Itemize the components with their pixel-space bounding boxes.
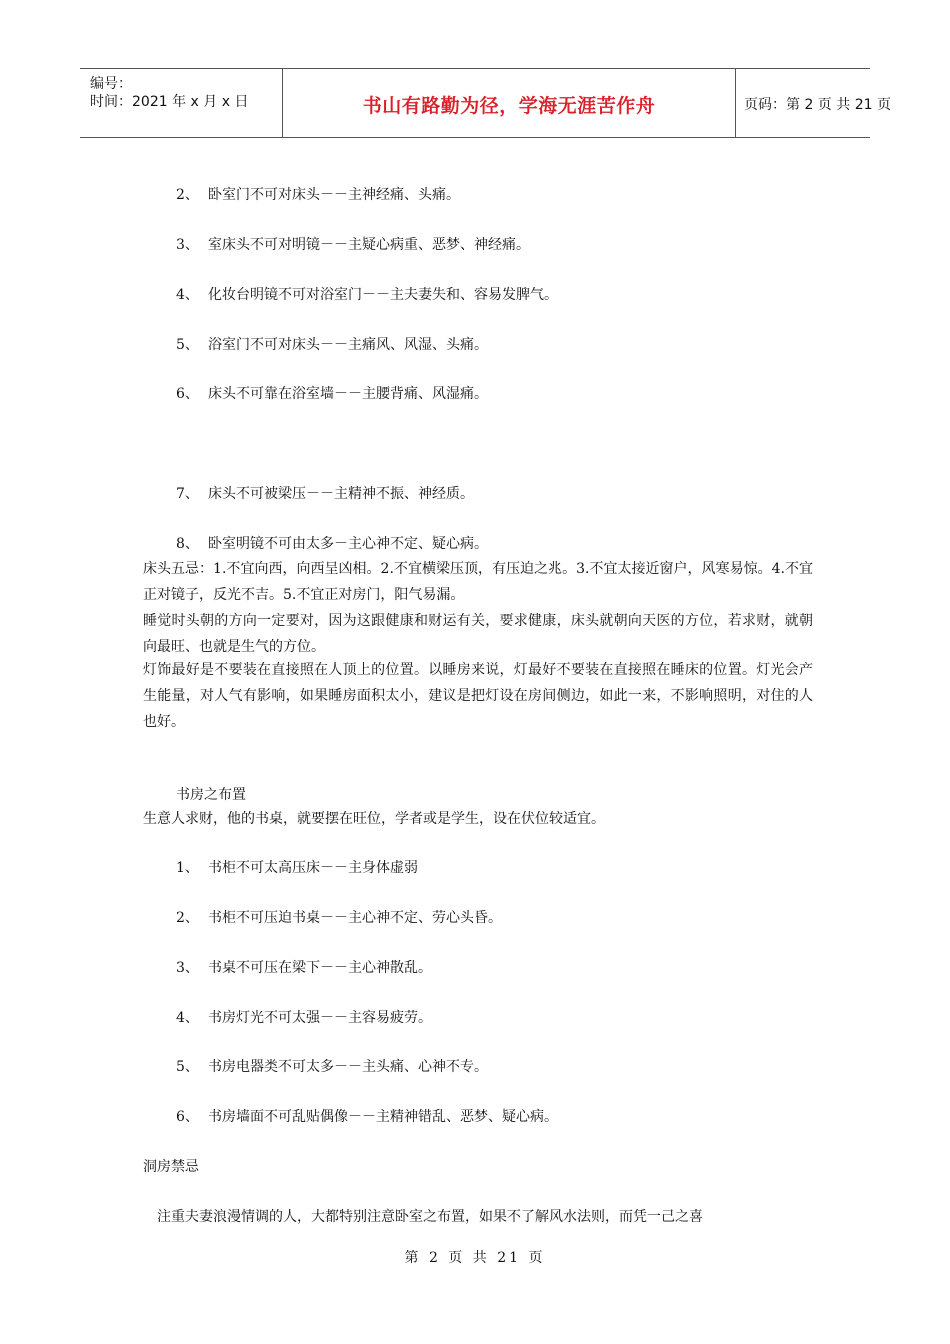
list-text: 书房墙面不可乱贴偶像－－主精神错乱、恶梦、疑心病。 — [208, 1109, 558, 1125]
list-text: 书房电器类不可太多－－主头痛、心神不专。 — [208, 1059, 488, 1075]
header-page-cell — [736, 69, 891, 137]
list-number: 3、 — [176, 237, 199, 253]
list-text: 浴室门不可对床头－－主痛风、风湿、头痛。 — [208, 337, 488, 353]
page-info: 页码：第 2 页 共 21 页 — [744, 97, 891, 113]
list-item — [176, 905, 502, 931]
page-footer: 第 2 页 共 21 页 — [404, 1250, 546, 1266]
list-number: 4、 — [176, 1010, 199, 1026]
list-item — [176, 182, 460, 208]
list-item — [176, 232, 530, 258]
bridal-paragraph: 注重夫妻浪漫情调的人，大都特别注意卧室之布置，如果不了解风水法则，而凭一己之喜 — [157, 1209, 703, 1225]
list-number: 6、 — [176, 386, 199, 402]
list-number: 2、 — [176, 187, 199, 203]
list-item — [176, 955, 432, 981]
list-text: 书桌不可压在梁下－－主心神散乱。 — [208, 960, 432, 976]
section-title-bridal: 洞房禁忌 — [143, 1159, 199, 1175]
header-motto-cell — [282, 69, 736, 137]
list-number: 1、 — [176, 860, 199, 876]
header-table — [80, 68, 891, 138]
list-number: 5、 — [176, 1059, 199, 1075]
list-text: 床头不可靠在浴室墙－－主腰背痛、风湿痛。 — [208, 386, 488, 402]
list-text: 书柜不可太高压床－－主身体虚弱 — [208, 860, 418, 876]
paragraph-sleep-direction: 睡觉时头朝的方向一定要对，因为这跟健康和财运有关，要求健康，床头就朝向天医的方位，若求财，就朝向最旺、也就是生气的方位。 — [143, 613, 813, 655]
serial-label: 编号： — [90, 76, 132, 92]
list-item — [176, 1005, 432, 1031]
list-text: 化妆台明镜不可对浴室门－－主夫妻失和、容易发脾气。 — [208, 287, 558, 303]
list-text: 床头不可被梁压－－主精神不振、神经质。 — [208, 486, 474, 502]
list-number: 6、 — [176, 1109, 199, 1125]
list-number: 4、 — [176, 287, 199, 303]
list-number: 8、 — [176, 536, 199, 552]
time-label: 时间：2021 年 x 月 x 日 — [90, 94, 249, 110]
list-item — [176, 1054, 488, 1080]
list-number: 2、 — [176, 910, 199, 926]
list-number: 5、 — [176, 337, 199, 353]
list-number: 7、 — [176, 486, 199, 502]
list-text: 书房灯光不可太强－－主容易疲劳。 — [208, 1010, 432, 1026]
list-text: 室床头不可对明镜－－主疑心病重、恶梦、神经痛。 — [208, 237, 530, 253]
header-meta-cell — [80, 69, 282, 137]
section-title-study: 书房之布置 — [176, 787, 246, 803]
list-item — [176, 332, 488, 358]
list-item — [176, 855, 418, 881]
list-item — [176, 1104, 558, 1130]
list-item — [176, 381, 488, 407]
list-text: 书柜不可压迫书桌－－主心神不定、劳心头昏。 — [208, 910, 502, 926]
list-text: 卧室明镜不可由太多－主心神不定、疑心病。 — [208, 536, 488, 552]
motto: 书山有路勤为径，学海无涯苦作舟 — [362, 95, 656, 117]
paragraph-bed-taboos: 床头五忌：1.不宜向西，向西呈凶相。2.不宜横梁压顶，有压迫之兆。3.不宜太接近窗户，风寒易惊。4.不宜正对镜子，反光不吉。5.不宜正对房门，阳气易漏。 — [143, 561, 813, 603]
list-item — [176, 531, 488, 557]
paragraph-lighting: 灯饰最好是不要装在直接照在人顶上的位置。以睡房来说，灯最好不要装在直接照在睡床的位置。灯光会产生能量，对人气有影响，如果睡房面积太小，建议是把灯设在房间侧边，如此一来，不影响照明，对住的人也好。 — [143, 662, 813, 730]
list-number: 3、 — [176, 960, 199, 976]
list-item — [176, 282, 558, 308]
list-text: 卧室门不可对床头－－主神经痛、头痛。 — [208, 187, 460, 203]
list-item — [176, 481, 474, 507]
study-intro: 生意人求财，他的书桌，就要摆在旺位，学者或是学生，设在伏位较适宜。 — [143, 811, 605, 827]
